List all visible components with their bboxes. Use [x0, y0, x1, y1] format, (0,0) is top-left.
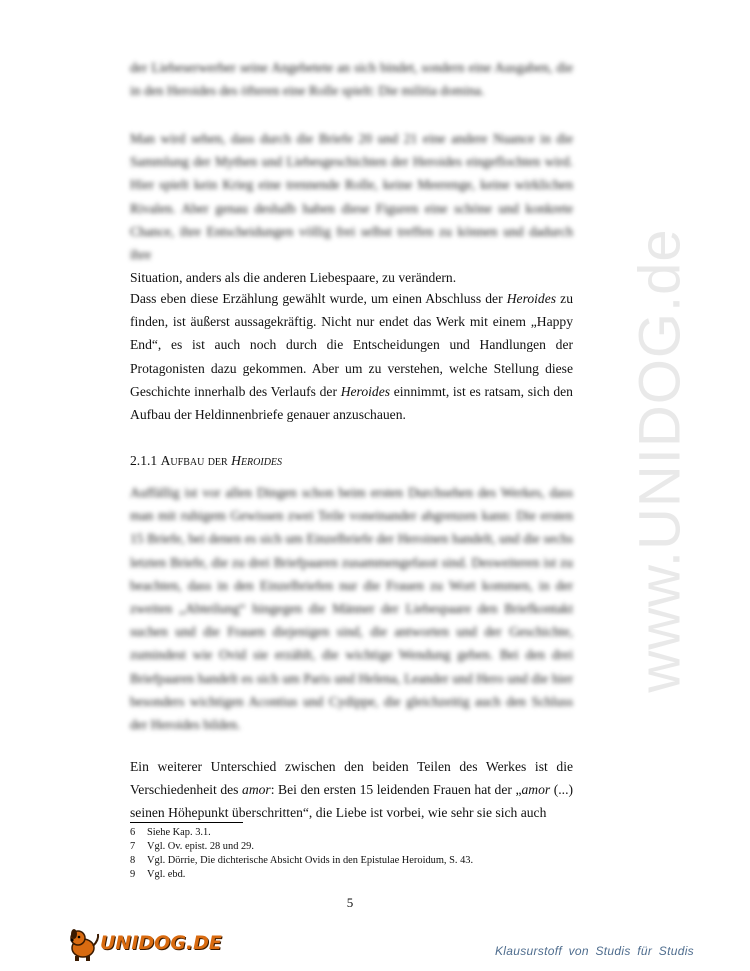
section-number: 2.1.1: [130, 453, 158, 468]
paragraph-3-text: Dass eben diese Erzählung gewählt wurde, um einen Abschluss der Heroides zu finden, ist äußerst aussagekräftig. Nicht nur endet das Werk mit einem „Happy End“, es ist auch noch durch die Entscheidungen und Handlungen der Protagonisten dazu gekommen. Aber um zu verstehen, welche Stellung diese Geschichte innerhalb des Verlaufs der Heroides einnimmt, ist es ratsam, sich den Aufbau der Heldinnenbriefe genauer anzuschauen.: [130, 291, 574, 423]
section-heading: [130, 453, 282, 469]
paragraph-5-text: Ein weiterer Unterschied zwischen den beiden Teilen des Werkes ist die Verschiedenheit des amor: Bei den ersten 15 leidenden Frauen hat der „amor (...) seinen Höhepunkt überschritten“, die Liebe ist vorbei, wie sehr sie sich auch: [130, 759, 573, 821]
section-title-italic: Heroides: [231, 453, 283, 468]
footnote: 9 Vgl. ebd.: [130, 869, 186, 880]
paragraph-1: [130, 56, 573, 102]
footnote: 6 Siehe Kap. 3.1.: [130, 827, 211, 838]
footnote: 7 Vgl. Ov. epist. 28 und 29.: [130, 841, 254, 852]
footnote-divider: [130, 822, 243, 823]
footer-slogan: Klausurstoff von Studis für Studis: [495, 944, 694, 958]
footnote: 8 Vgl. Dörrie, Die dichterische Absicht Ovids in den Epistulae Heroidum, S. 43.: [130, 855, 474, 866]
paragraph-2-visible-line: Situation, anders als die anderen Liebespaare, zu verändern.: [130, 270, 457, 286]
logo-text: UNIDOG.DE: [100, 932, 222, 954]
dog-icon: [66, 926, 102, 962]
blurred-text: der Liebeserwerber seine Angebetete an sich bindet, sondern eine Ausgaben, die in den Heroides des öfteren eine Rolle spielt: Die militia domina.: [130, 60, 573, 99]
paragraph-3: [130, 287, 573, 426]
paragraph-4: [130, 481, 573, 736]
paragraph-2: [130, 127, 573, 289]
unidog-logo: [66, 926, 222, 962]
blurred-text: Man wird sehen, dass durch die Briefe 20 und 21 eine andere Nuance in die Sammlung der Mythen und Liebesgeschichten der Heroides eingeflochten wird. Hier spielt kein Krieg eine trennende Rolle, keine Meerenge, keine wirklichen Rivalen. Aber genau deshalb haben diese Figuren eine schöne und konkrete Chance, ihre Entscheidungen völlig frei selbst treffen zu können und dadurch ihre: [130, 131, 573, 263]
section-title: Aufbau der: [160, 453, 228, 468]
watermark: [610, 227, 710, 693]
footnotes: [130, 826, 473, 882]
paragraph-5: [130, 755, 573, 825]
blurred-text: Auffällig ist vor allen Dingen schon beim ersten Durchsehen des Werkes, dass man mit ruhigem Gewissen zwei Teile voneinander abgrenzen kann: Die ersten 15 Briefe, bei denen es sich um Einzelbriefe der Heroinen handelt, und die sechs letzten Briefe, die zu drei Briefpaaren zusammengefasst sind. Desweiteren ist zu beachten, dass in den Einzelbriefen nur die Frauen zu Wort kommen, in der zweiten „Abteilung“ hingegen die Männer der Liebespaare den Briefkontakt suchen und die Frauen diejenigen sind, die antworten und der Geschichte, zumindest wie Ovid sie erzählt, die wichtige Wendung geben. Bei den drei Briefpaaren handelt es sich um Paris und Helena, Leander und Hero und die hier besonders wichtigen Acontius und Cydippe, die gleichzeitig auch den Schluss der Heroides bilden.: [130, 485, 573, 733]
page-number: 5: [346, 895, 354, 910]
watermark-text: www.UNIDOG.de: [627, 227, 693, 693]
